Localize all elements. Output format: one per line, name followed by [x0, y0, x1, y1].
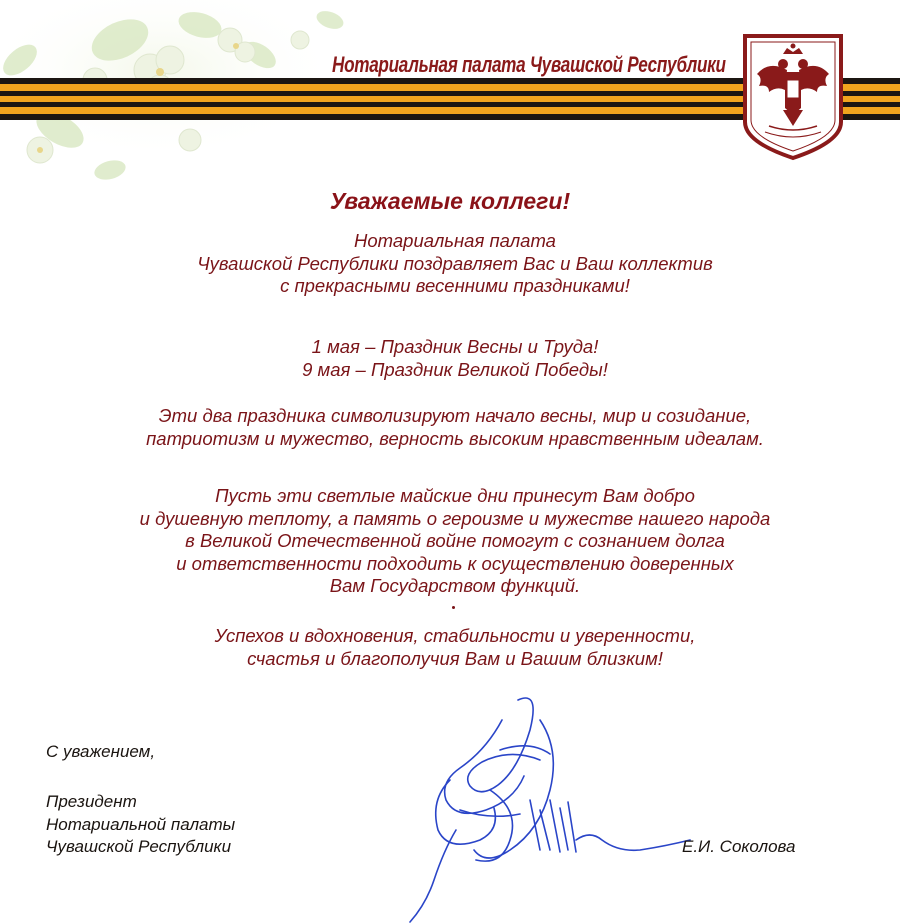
- greeting-paragraph: [60, 230, 850, 298]
- paragraph-line: счастья и благополучия Вам и Вашим близким!: [247, 647, 663, 669]
- paragraph-line: Эти два праздника символизируют начало весны, мир и созидание,: [158, 405, 752, 426]
- position-line: Чувашской Республики: [46, 837, 232, 856]
- regards-text: С уважением,: [46, 742, 156, 761]
- salutation-heading: Уважаемые коллеги!: [329, 188, 571, 214]
- position-line: Президент: [46, 792, 137, 811]
- paragraph-line: Вам Государством функций.: [329, 575, 581, 596]
- paragraph-line: 9 мая – Праздник Великой Победы!: [302, 358, 608, 380]
- paragraph-line: и ответственности подходить к осуществлению доверенных: [176, 552, 734, 574]
- paragraph-line: 1 мая – Праздник Весны и Труда!: [311, 336, 599, 357]
- position-line: Нотариальной палаты: [46, 814, 236, 834]
- paragraph-line: Нотариальная палата: [354, 230, 556, 251]
- stray-dot: [452, 606, 455, 609]
- handwritten-signature-icon: [390, 690, 710, 923]
- closing-wishes-paragraph: [60, 625, 850, 670]
- paragraph-line: патриотизм и мужество, верность высоким нравственным идеалам.: [146, 427, 764, 449]
- holidays-paragraph: [60, 336, 850, 381]
- wishes-paragraph: [60, 485, 850, 598]
- paragraph-line: и душевную теплоту, а память о героизме и мужестве нашего народа: [139, 507, 771, 529]
- symbolism-paragraph: [60, 405, 850, 450]
- coat-of-arms-emblem-icon: [739, 30, 847, 162]
- paragraph-line: с прекрасными весенними праздниками!: [280, 275, 630, 296]
- paragraph-line: в Великой Отечественной войне помогут с сознанием долга: [185, 530, 725, 551]
- signer-position: [46, 791, 235, 859]
- signer-name: Е.И. Соколова: [682, 837, 796, 856]
- organization-title: Нотариальная палата Чувашской Республики: [332, 52, 726, 77]
- paragraph-line: Успехов и вдохновения, стабильности и уверенности,: [214, 625, 696, 646]
- paragraph-line: Чувашской Республики поздравляет Вас и Ваш коллектив: [197, 252, 713, 274]
- paragraph-line: Пусть эти светлые майские дни принесут Вам добро: [215, 485, 695, 506]
